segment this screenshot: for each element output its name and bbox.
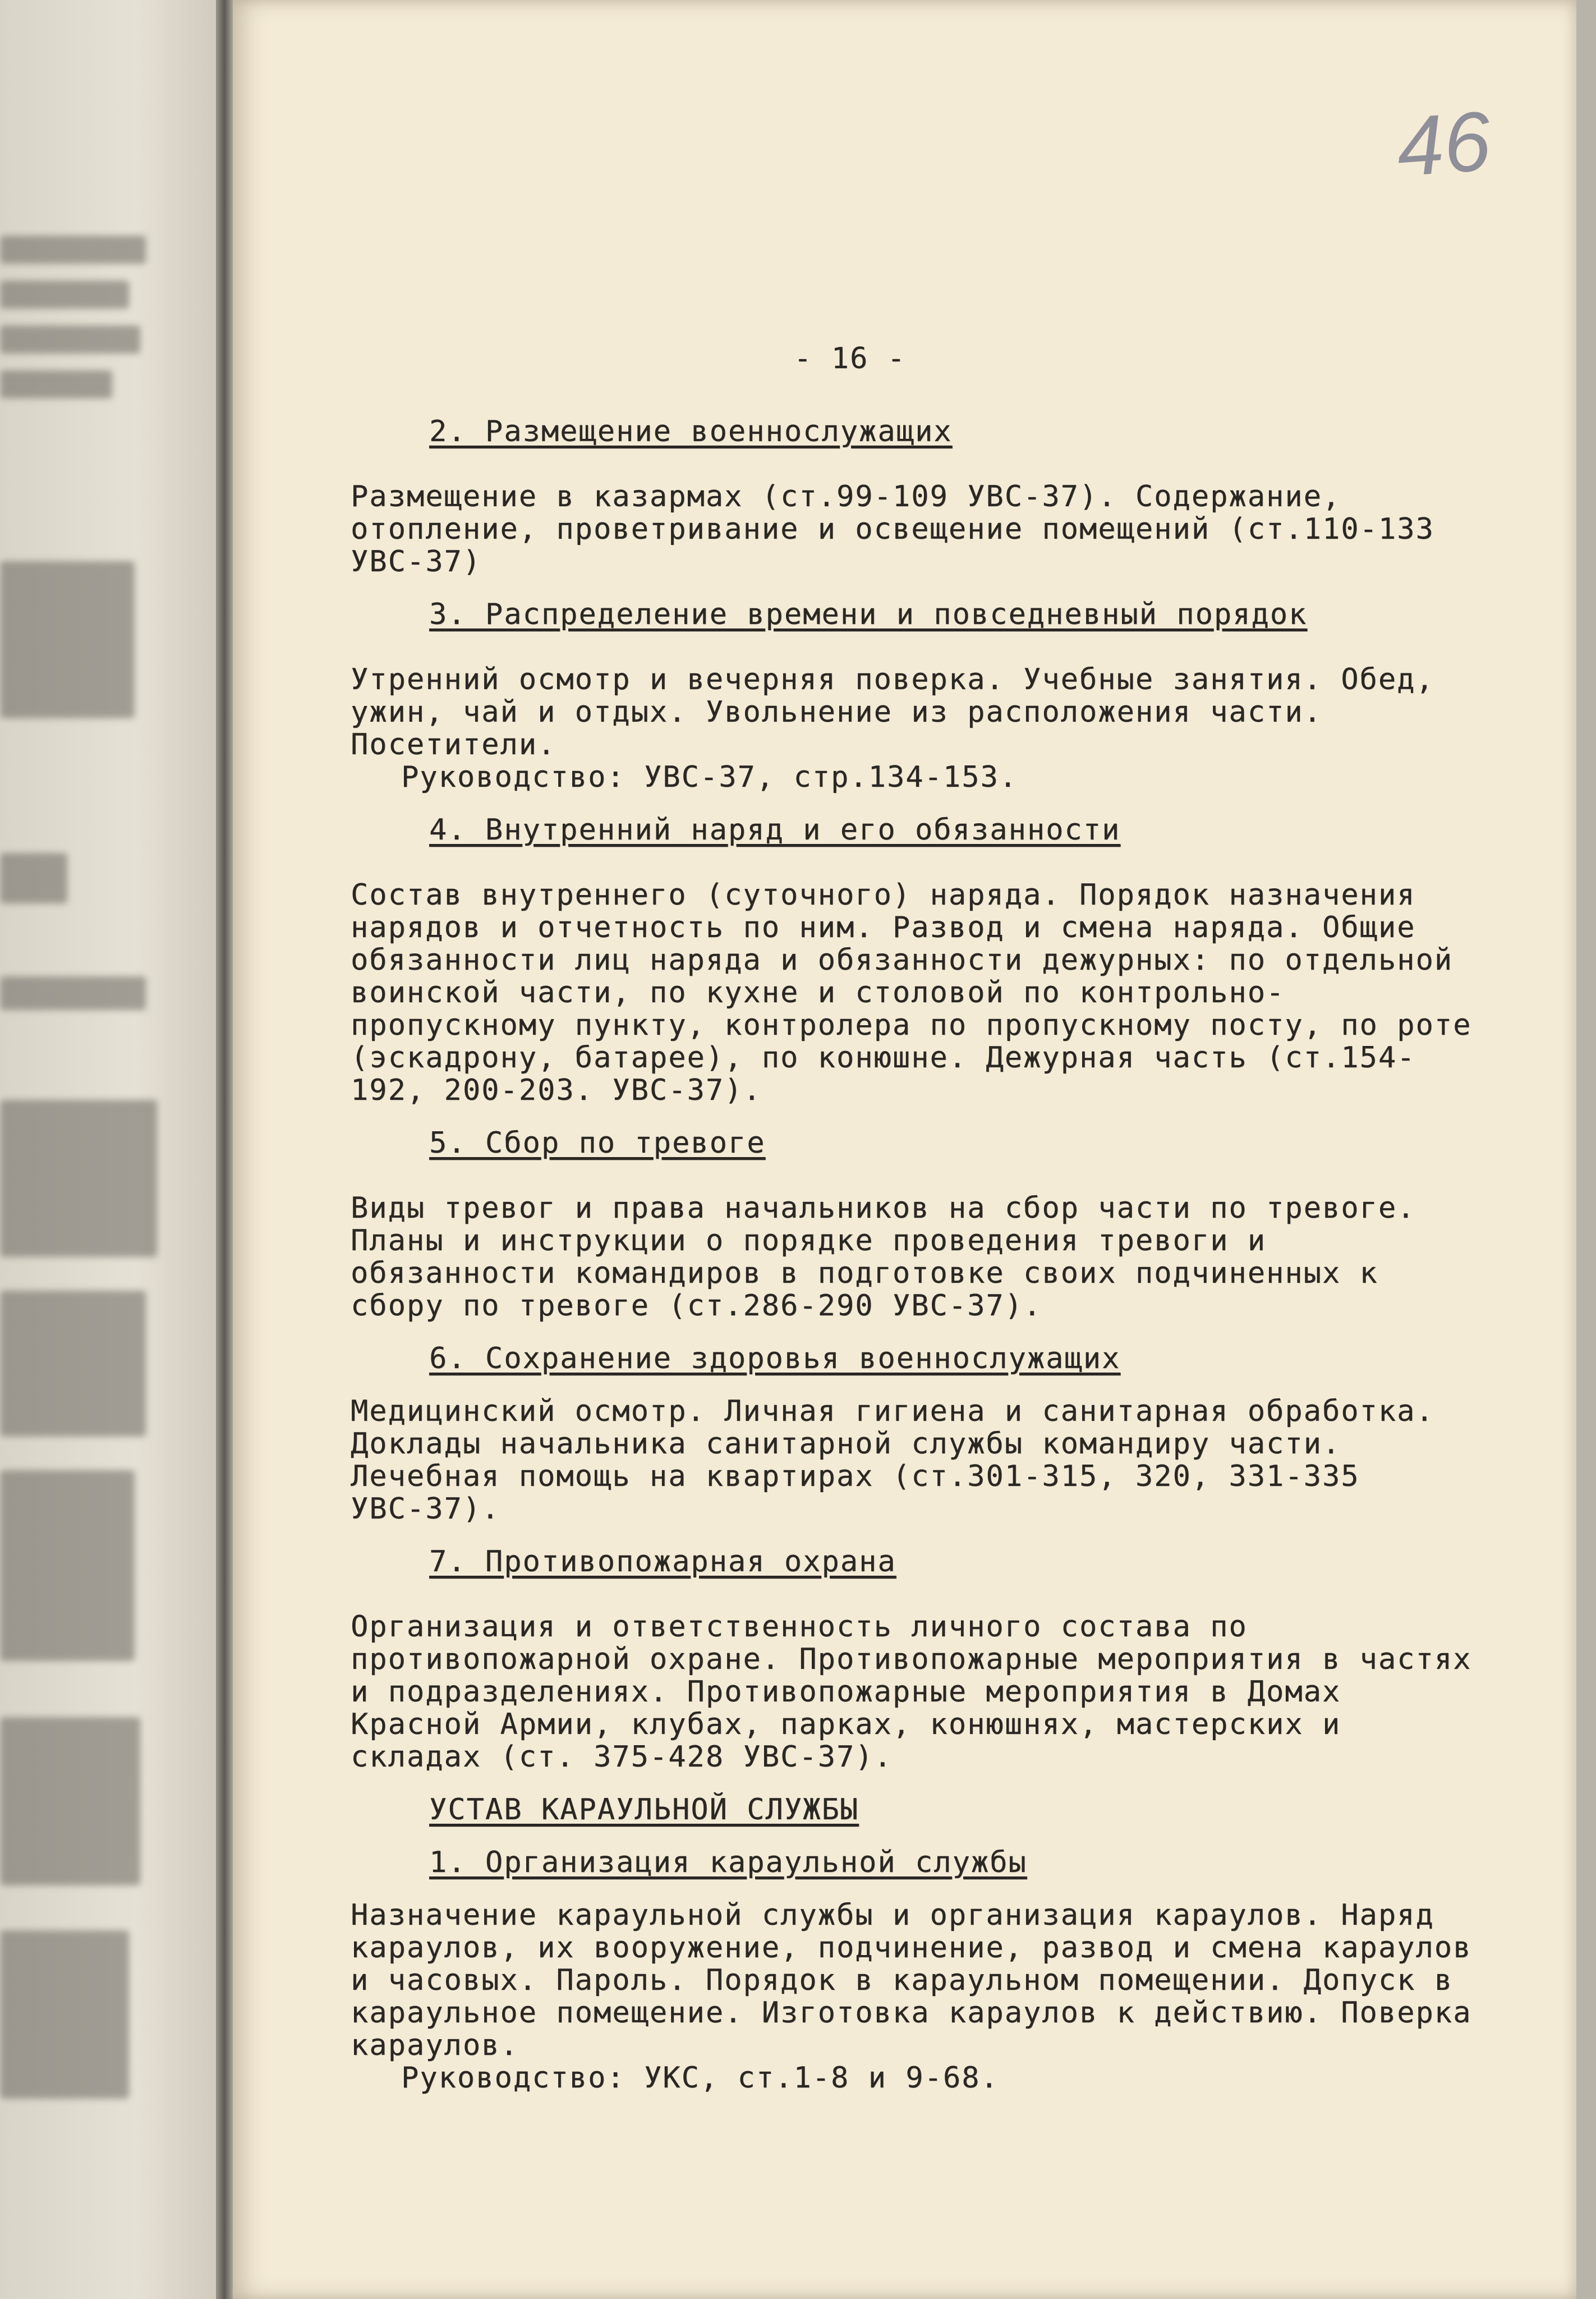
section-heading: 1. Организация караульной службы <box>429 1846 1027 1879</box>
section-body: Организация и ответственность личного состава по противопожарной охране. Противопожарные мероприятия в частях и подразделениях. Противопожарные мероприятия в Домах Красной Армии, клубах, парках, конюшнях, мастерских и складах (ст. 375-428 УВС-37). <box>351 1610 1491 1774</box>
bleed-text <box>0 1930 129 2099</box>
bleed-text <box>0 370 112 398</box>
section-body: Утренний осмотр и вечерняя поверка. Учебные занятия. Обед, ужин, чай и отдых. Увольнение из расположения части. Посетители. <box>351 663 1454 761</box>
bleed-text <box>0 281 129 309</box>
section-reference: Руководство: УКС, ст.1-8 и 9-68. <box>401 2061 999 2095</box>
bleed-text <box>0 561 135 718</box>
section-reference: Руководство: УВС-37, стр.134-153. <box>401 760 1018 794</box>
section-body: Состав внутреннего (суточного) наряда. Порядок назначения нарядов и отчетность по ним. Развод и смена наряда. Общие обязанности лиц наряда и обязанности дежурных: по отдельной воинской части, по кухне и столовой по контрольно-пропускному пункту, контролера по пропускному посту, по роте (эскадрону, батарее), по конюшне. Дежурная часть (ст.154-192, 200-203. УВС-37). <box>351 878 1491 1107</box>
section-heading: 2. Размещение военнослужащих <box>429 415 953 448</box>
section-body: Виды тревог и права начальников на сбор части по тревоге. Планы и инструкции о порядке проведения тревоги и обязанности командиров в подготовке своих подчиненных к сбору по тревоге (ст.286-290 УВС-37). <box>351 1191 1434 1323</box>
section-heading: 5. Сбор по тревоге <box>429 1126 766 1160</box>
section-heading: 6. Сохранение здоровья военнослужащих <box>429 1342 1121 1375</box>
bleed-text <box>0 325 140 354</box>
section-body: Назначение караульной службы и организация караулов. Наряд караулов, их вооружение, подчинение, развод и смена караулов и часовых. Пароль. Порядок в караульном помещении. Допуск в караульное помещение. Изготовка караулов к действию. Поверка караулов. <box>351 1898 1491 2062</box>
section-body: Медицинский осмотр. Личная гигиена и санитарная обработка. Доклады начальника санитарной службы командиру части. Лечебная помощь на квартирах (ст.301-315, 320, 331-335 УВС-37). <box>351 1394 1454 1526</box>
section-heading: 3. Распределение времени и повседневный порядок <box>429 598 1308 631</box>
section-heading: 4. Внутренний наряд и его обязанности <box>429 813 1121 847</box>
section-body: Размещение в казармах (ст.99-109 УВС-37). Содержание, отопление, проветривание и освещение помещений (ст.110-133 УВС-37) <box>351 480 1454 579</box>
bleed-text <box>0 1291 146 1437</box>
bleed-text <box>0 1100 157 1257</box>
bleed-text <box>0 853 67 903</box>
bleed-text <box>0 1470 135 1661</box>
page-number: - 16 - <box>794 342 906 375</box>
bleed-text <box>0 1717 140 1885</box>
part-title: УСТАВ КАРАУЛЬНОЙ СЛУЖБЫ <box>429 1793 859 1827</box>
section-heading: 7. Противопожарная охрана <box>429 1545 896 1578</box>
bleed-text <box>0 976 146 1010</box>
document-page <box>233 0 1576 2299</box>
typed-content <box>351 342 1491 2095</box>
folio-number: 46 <box>1393 93 1494 194</box>
bleed-text <box>0 236 146 264</box>
previous-page-bleed <box>0 0 224 2299</box>
